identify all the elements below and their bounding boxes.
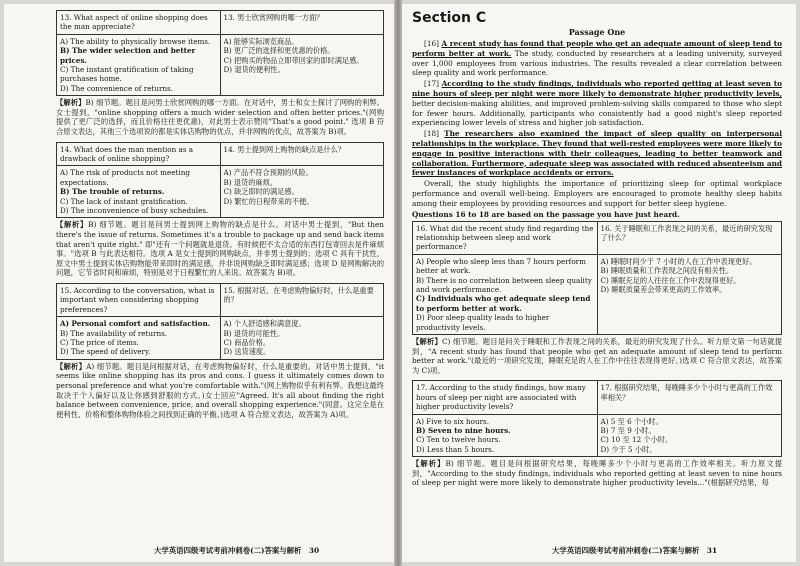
q13-option-a-zh: A) 能够实际浏览商品。: [223, 36, 299, 46]
q16-options-zh: [597, 254, 782, 334]
q15-analysis: [56, 362, 384, 420]
q14-analysis-tag: 【解析】: [56, 220, 89, 230]
question-15-table: [56, 283, 384, 360]
q15-option-d-zh: D) 送货速度。: [223, 347, 271, 357]
q14-option-d-zh: D) 繁忙的日程带来的不便。: [223, 196, 314, 206]
book-spine: [394, 0, 402, 566]
para-18-highlight: The researchers also examined the impact of sleep quality on interpersonal relationships in the workplace. They found that well-rested employees were more likely to engage in positive interactions with their colleagues, leading to better teamwork and collaboration. Furthermore, adequate sleep was associated with reduced absenteeism and fewer instances of workplace accidents or errors.: [412, 129, 782, 178]
q15-option-c-en: C) The price of items.: [60, 338, 139, 348]
q16-option-c-zh: C) 睡眠充足的人往往在工作中表现得更好。: [600, 275, 741, 285]
q16-option-a-en: A) People who sleep less than 7 hours perform better at work.: [416, 256, 586, 276]
q16-stem-en: 16. What did the recent study find regarding the relationship between sleep and work performance?: [413, 221, 598, 254]
q14-stem-en: 14. What does the man mention as a drawback of online shopping?: [57, 142, 221, 166]
para-16-text: The study, conducted by researchers at a leading university, surveyed over 1,000 employees from various industries. The results revealed a clear correlation between sleep quality and work performance.: [412, 48, 782, 78]
q15-option-a-zh: A) 个人舒适感和满意度。: [223, 319, 306, 329]
q13-analysis-tag: 【解析】: [56, 98, 86, 108]
passage-paragraph-16: [412, 39, 782, 78]
q17-option-b-en: B) Seven to nine hours.: [416, 426, 511, 436]
q13-option-c-en: C) The instant gratification of taking purchases home.: [60, 65, 194, 84]
passage-title: Passage One: [568, 27, 626, 37]
q13-option-b-zh: B) 更广泛的选择和更优惠的价格。: [223, 46, 335, 56]
right-page-footer: 大学英语四级考试考前冲刺卷(二)答案与解析 31: [552, 546, 718, 555]
q16-option-c-en: C) Individuals who get adequate sleep tend to perform better at work.: [416, 294, 591, 313]
para-18-number: [18]: [424, 129, 439, 139]
q16-option-d-en: D) Poor sleep quality leads to higher productivity levels.: [416, 313, 550, 332]
q15-option-d-en: D) The speed of delivery.: [60, 347, 151, 357]
q17-option-a-en: A) Five to six hours.: [416, 416, 489, 426]
para-17-highlight: According to the study findings, individuals who reported getting at least seven to nine hours of sleep per night were more likely to demonstrate higher productivity levels,: [412, 79, 783, 98]
q15-analysis-text: A) 细节题。题目是问根据对话，在考虑购物偏好时，什么是重要的。对话中男士提到，"it seems like online shopping has its pros and cons. I guess it ultimately comes down to personal preference and what you're comfortable with."(网上购物似乎有利有弊。我想这最终取决于个人偏好以及让你感到舒服的方式。)女士回应"Agreed. It's all about finding the right balance between convenience, price, and overall shopping experience."(同意。这完全是在便利性、价格和整体购物体验之间找到正确的平衡。)选项 A 符合原文表达，故答案为 A)项。: [56, 361, 385, 419]
left-page: [4, 4, 394, 562]
q17-stem-zh: 17. 根据研究结果，每晚睡多少个小时与更高的工作效率相关？: [597, 381, 782, 414]
q13-options-en: [57, 34, 221, 95]
q17-option-c-zh: C) 10 至 12 个小时。: [600, 435, 673, 445]
question-14-table: [56, 142, 384, 219]
q14-option-c-en: C) The lack of instant gratification.: [60, 196, 188, 206]
para-16-number: [16]: [424, 39, 439, 48]
q16-stem-zh: 16. 关于睡眠和工作表现之间的关系，最近的研究发现了什么？: [597, 221, 782, 254]
right-page: [402, 4, 796, 562]
q17-option-c-en: C) Ten to twelve hours.: [416, 435, 501, 445]
q13-options-zh: [220, 34, 384, 95]
q17-option-d-zh: D) 少于 5 小时。: [600, 444, 657, 454]
q13-option-c-zh: C) 把购买的物品立即带回家的即时满足感。: [223, 55, 364, 65]
q15-analysis-tag: 【解析】: [56, 361, 87, 371]
q13-stem-zh: 13. 男士欣赏网购的哪一方面？: [220, 11, 384, 35]
passage-paragraph-17: [412, 79, 782, 128]
question-16-table: [412, 221, 782, 335]
q17-stem-en: 17. According to the study findings, how many hours of sleep per night are associated with higher productivity levels?: [413, 381, 598, 414]
q15-options-en: [57, 317, 221, 360]
q13-analysis-text: B) 细节题。题目是问男士欣赏网购的哪一方面。在对话中，男士和女士探讨了网购的利弊。女士提到，"online shopping offers a much wider selection and often better prices."(网购提供了更广泛的选择，而且价格往往更优惠)，对此男士表示赞同"That's a good point." 选项 B 符合原文表达，其他三个选项说的都是实体店购物的优点，并非网购的优点，故答案为 B)项。: [56, 98, 385, 137]
q14-option-a-zh: A) 产品不符合预期的风险。: [223, 168, 313, 178]
q16-option-d-zh: D) 睡眠质量差会带来更高的工作效率。: [600, 284, 727, 294]
q17-analysis-tag: 【解析】: [412, 459, 446, 469]
question-17-table: [412, 380, 782, 457]
q17-option-b-zh: B) 7 至 9 小时。: [600, 426, 656, 436]
para-conclusion-text: Overall, the study highlights the importance of prioritizing sleep for optimal workplace performance and overall well-being. Employers are encouraged to promote healthy sleep habits among their employees by providing resources and support for better sleep hygiene.: [412, 179, 782, 208]
q16-options-en: [413, 254, 598, 334]
q14-analysis: [56, 220, 384, 278]
section-title: Section C: [412, 10, 487, 26]
q14-options-zh: [220, 166, 384, 218]
q17-analysis-text: B) 细节题。题目是问根据研究结果，每晚睡多少个小时与更高的工作效率相关。听力原文提到，"According to the study findings, individuals who reported getting at least seven to nine hours of sleep per night were more likely to demonstrate higher productivity levels..."(根据研究结果，每: [412, 459, 783, 488]
q17-options-zh: [597, 414, 782, 457]
q13-option-d-zh: D) 退货的便利性。: [223, 65, 285, 75]
q14-option-a-en: A) The risk of products not meeting expectations.: [60, 168, 190, 187]
q13-stem-en: 13. What aspect of online shopping does the man appreciate?: [57, 11, 221, 35]
q13-option-d-en: D) The convenience of returns.: [60, 83, 173, 93]
q15-option-b-zh: B) 退货的可能性。: [223, 328, 285, 338]
q15-option-c-zh: C) 商品价格。: [223, 338, 271, 348]
q15-option-b-en: B) The availability of returns.: [60, 328, 168, 338]
q15-stem-zh: 15. 根据对话，在考虑购物偏好时，什么是重要的？: [220, 284, 384, 317]
passage-paragraph-18: [412, 129, 782, 178]
q13-analysis: [56, 98, 384, 136]
q14-options-en: [57, 166, 221, 218]
q16-analysis-text: C) 细节题。题目是问关于睡眠和工作表现之间的关系，最近的研究发现了什么。听力原文第一句话就提到，"A recent study has found that people who get an adequate amount of sleep tend to perform better at work."(最近的一项研究发现，睡眠充足的人在工作中往往表现得更好。)选项 C 符合原文表达，故答案为 C)项。: [412, 337, 782, 375]
q14-option-c-zh: C) 缺乏即时的满足感。: [223, 187, 299, 197]
questions-instruction: Questions 16 to 18 are based on the passage you have just heard.: [412, 209, 680, 219]
q16-option-b-en: B) There is no correlation between sleep quality and work performance.: [416, 275, 592, 294]
para-16-highlight: A recent study has found that people who get an adequate amount of sleep tend to perform better at work.: [412, 39, 782, 58]
q13-option-a-en: A) The ability to physically browse items.: [60, 36, 211, 46]
para-17-text: better decision-making abilities, and improved problem-solving skills compared to those who slept for fewer hours. Additionally, participants who consistently had a good night's sleep reported experiencing lower levels of stress and higher job satisfaction.: [412, 98, 782, 128]
q16-option-b-zh: B) 睡眠质量和工作表现之间没有相关性。: [600, 266, 734, 276]
q14-option-b-en: B) The trouble of returns.: [60, 187, 165, 197]
q14-option-d-en: D) The inconvenience of busy schedules.: [60, 206, 209, 216]
question-13-table: [56, 10, 384, 96]
q14-stem-zh: 14. 男士提到网上购物的缺点是什么？: [220, 142, 384, 166]
q17-analysis: [412, 459, 782, 488]
q16-analysis-tag: 【解析】: [412, 337, 442, 347]
q13-option-b-en: B) The wider selection and better prices.: [60, 46, 196, 65]
q15-stem-en: 15. According to the conversation, what is important when considering shopping preferences?: [57, 284, 221, 317]
q17-options-en: [413, 414, 598, 457]
q17-option-d-en: D) Less than 5 hours.: [416, 444, 495, 454]
q16-analysis: [412, 337, 782, 375]
q15-options-zh: [220, 317, 384, 360]
q16-option-a-zh: A) 睡眠时间少于 7 小时的人在工作中表现更好。: [600, 256, 757, 266]
q17-option-a-zh: A) 5 至 6 个小时。: [600, 416, 663, 426]
q14-option-b-zh: B) 退货的麻烦。: [223, 177, 277, 187]
q15-option-a-en: A) Personal comfort and satisfaction.: [60, 319, 211, 329]
q14-analysis-text: B) 细节题。题目是问男士提到网上购物的缺点是什么。对话中男士提到，"But then there's the issue of returns. Sometimes it's a trouble to package up and send back items that aren't quite right." 即"还有一个问题就是退货。有时候把不太合适的东西打包寄回去是件麻烦事。"选项 B 与此表达相符。选项 A 是女士提到的网购缺点，并非男士提到的；选项 C 具有干扰性，原文中男士提到实体店购物能带来即时的满足感，并非说网购缺乏即时满足感；选项 D 是网购解决的问题，它节省时间和麻烦，特别是对于日程繁忙的人来说。故答案为 B)项。: [56, 220, 385, 278]
para-17-number: [17]: [424, 79, 439, 89]
passage-paragraph-conclusion: [412, 179, 782, 208]
left-page-footer: 大学英语四级考试考前冲刺卷(二)答案与解析 30: [154, 546, 320, 555]
